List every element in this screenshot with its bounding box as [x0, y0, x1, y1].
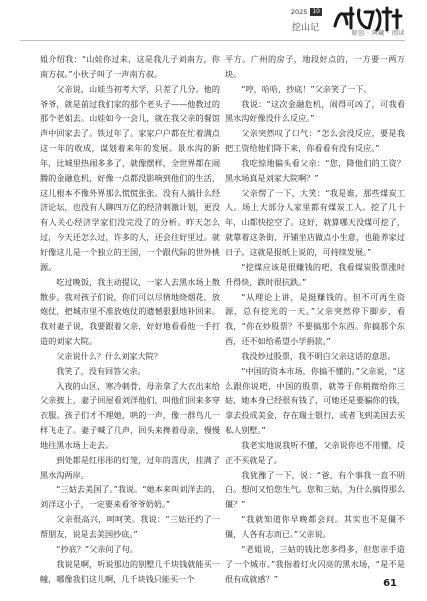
issue-info — [291, 8, 322, 16]
issue-number: 10 — [312, 8, 320, 15]
page-header — [0, 0, 427, 42]
page-number: 61 — [383, 578, 397, 589]
paragraph: 父亲很高兴，呵呵笑。我说：“三姑还约了一帮朋友，说是去美国抄底。” — [40, 514, 220, 539]
paragraph: 父亲突然叹了口气：“怎么会没反应，要是我把工资给他们降下来，你看看有没有反应。” — [225, 128, 405, 154]
issue-year: 2025 — [290, 8, 308, 16]
paragraph: 姐介绍我：“山娃你过来，这是我儿子刘南方，你南方叔。”小伙子叫了一声南方叔。 — [40, 54, 220, 79]
paragraph: 平方。广州的房子，地段好点的，一方要一两万块。 — [225, 54, 405, 79]
logo-subtitle: 原创 · 典藏 · 阅读 — [351, 30, 405, 37]
paragraph: “抄底？”父亲问了句。 — [56, 543, 138, 554]
left-text-column — [40, 52, 220, 586]
paragraph: “哼，哈哈，抄底！”父亲笑了一下。 — [241, 83, 372, 94]
paragraph: 我没炒过股票，我不明白父亲这话的意思。 — [241, 350, 396, 361]
paragraph: “挖煤应该是很赚钱的吧，我看煤炭股票涨时升得快，跌时很抗跌。” — [225, 261, 405, 287]
paragraph: “老姐说，三姑的钱比您多得多，但您亲手造了一个城市。”我指着灯火闪亮的黑水场，“是不是很有成就感？” — [225, 543, 405, 584]
paragraph: 父亲说什么？什么刘家大院？ — [56, 350, 162, 361]
paragraph: 我说：“这次金融危机，闹得可凶了，可我看黑水沟好像没什么反应。” — [225, 98, 405, 124]
paragraph: “中国的资本市场，你搞不懂的。”父亲说，“这么跟你说吧，中国的股票，就等于你稍微给你三姑，她本身已经很有钱了，可她还是要骗你的钱，拿去投成美金，存在瑞士银行，或者飞到美国去买私人别墅。” — [225, 365, 405, 436]
paragraph: 入夜的山区，寒冷刺骨，母亲拿了大衣出来给父亲披上，妻子回屋看刘洋他们，叫他们回来多穿衣服。孩子们才不理她，哄的一声，像一群鸟儿一样飞走了。妻子喊了几声，回头来搀着母亲，慢慢地往黑水场上走去。 — [40, 380, 220, 450]
paragraph: 我笑了，没有回答父亲。 — [56, 365, 146, 376]
paragraph: 父亲愣了一下，大笑：“我是谁，那些煤炭工人。场上大部分人家里都有煤炭工人。挖了几十年，山都快挖空了。这好，就算哪天没煤可挖了，就靠着这条街，开铺坐店做点小生意，也能养家过日子。这就是报纸上说的，可持续发展。” — [225, 187, 405, 257]
paragraph: “我就知道你早晚都会问。其实也不是僵不僵，人各有志而已。”父亲说。 — [225, 514, 405, 539]
paragraph: 我老实地说我听不懂，父亲说你也不用懂，反正不买就是了。 — [225, 439, 405, 465]
paragraph: 我犹豫了一下，说：“爸，有个事我一直不明白。想问又怕您生气。您和三姑，为什么搞得那么僵？” — [225, 469, 405, 510]
header-divider — [20, 40, 405, 41]
right-text-column — [225, 52, 405, 586]
paragraph: 我说是啊，听说那边的别墅几千块钱就能买一幢，哪像我们这儿啊，几千块钱只能买一个 — [40, 558, 220, 584]
paragraph: 吃过晚饭，我主动提议，一家人去黑水场上散散步。我对孩子们说，你们可以尽情地烧烟花，放炮仗，把城市里不准放炮仗的遗憾狠狠地补回来。我对妻子说，我要跟着父亲，好好地看看他一手打造的刘家大院。 — [40, 276, 220, 347]
paragraph: 我吃惊地偏头看父亲：“您，降他们的工资？黑水场真是刘家大院啊？” — [225, 157, 405, 183]
paragraph: “从理论上讲，是挺赚钱的。但不可再生资源，总有挖光的一天。”父亲突然停下脚步，看我，“你在炒股票？不要搞那个东西。你搞那个东西，还不如给希望小学捐款。” — [225, 291, 405, 347]
paragraph: “三姑去美国了。”我说。“她本来叫刘洋去的，刘洋这小子，一定要来看爷爷奶奶。” — [40, 484, 220, 510]
paragraph: 父亲说，山娃当初考大学，只差了几分。他的爷爷，就是前过我们家的那个老头子——他教过的那个老姐去。山娃如今一会儿，就在我父亲的餐馆声中回家去了。铁过年了。家家户户都在忙着满点这一年的收成，谋划着来年的发展。景水沟的新年，比城里热闹多多了，就像摆样，全世界都在闹腾的金融危机，好像一点都没影响到他们的生活，这儿根本不像外界那么慌慌张张。没有人搞什么经济论坛，也没有人聊四万亿的经济刺激计划，更没有人关心经济学家们没完没了的分析。昨天怎么过，今天还怎么过，许多的人，还会往好里过。就好像这儿是一个独立的王国，一个跟代际的世外桃源。 — [40, 83, 220, 272]
column-title: 挖山记 — [291, 23, 319, 33]
paragraph: 到处都是红彤彤的灯笼，过年的喜庆，挂满了黑水沟两岸。 — [40, 454, 220, 480]
